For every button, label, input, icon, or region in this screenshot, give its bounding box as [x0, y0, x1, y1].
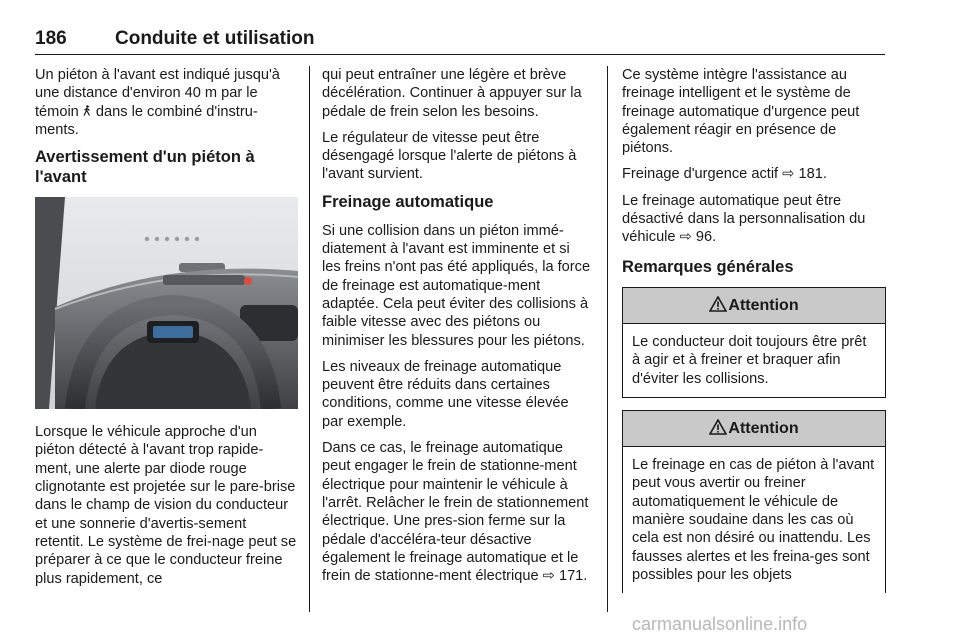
page-reference-link[interactable]: 96. — [695, 229, 717, 246]
paragraph: Le freinage automatique peut être désactivé dans la personnalisation du véhicule ⇨ 96. — [622, 192, 866, 246]
page-reference-arrow-icon: ⇨ — [679, 229, 692, 246]
chapter-title: Conduite et utilisation — [115, 28, 315, 49]
page-reference-arrow-icon: ⇨ — [542, 568, 555, 585]
section-heading-pedestrian-warning: Avertissement d'un piéton à l'avant — [35, 148, 255, 187]
intro-paragraph: Un piéton à l'avant est indiqué jusqu'à une distance d'environ 40 m par le témoin dans le combiné d'instru-ments. — [35, 67, 280, 138]
warning-title: Attention — [728, 419, 799, 437]
warning-box — [622, 410, 886, 593]
paragraph: Dans ce cas, le freinage automatique peut engager le frein de stationne-ment électrique pour maintenir le véhicule à l'arrêt. Relâcher le frein de stationnement électrique. Une pres-sion ferme sur la pédale d'accéléra-teur désactive également le freinage automatique et le frein de stationne-ment électrique ⇨ 171. — [322, 440, 589, 585]
warning-header — [623, 411, 885, 447]
column-3 — [622, 66, 886, 605]
paragraph: qui peut entraîner une légère et brève décélération. Continuer à appuyer sur la pédale de frein selon les besoins. — [322, 67, 582, 120]
column-2 — [322, 66, 592, 593]
dashboard-illustration — [35, 197, 298, 409]
paragraph: Si une collision dans un piéton immé-diatement à l'avant est imminente et si les freins n'ont pas été appliqués, la force de freinage est automatique-ment adaptée. Cela peut éviter des collisions à faible vitesse avec des piétons ou minimiser les blessures pour les piétons. — [322, 222, 591, 349]
warning-triangle-icon — [709, 296, 727, 312]
watermark: carmanualsonline.info — [632, 614, 808, 634]
paragraph: Les niveaux de freinage automatique peuvent être réduits dans certaines conditions, comme une vitesse élevée par exemple. — [322, 358, 569, 430]
warning-text: Le conducteur doit toujours être prêt à agir et à freiner et braquer afin d'éviter les collisions. — [632, 333, 867, 387]
column-1 — [35, 66, 298, 596]
page-reference-link[interactable]: 181. — [798, 166, 827, 183]
warning-text: Le freinage en cas de piéton à l'avant peut vous avertir ou freiner automatiquement le véhicule de manière soudaine dans les cas où cela est non désiré ou inattendu. Les fausses alertes et les freina-ges sont possibles pour les objets — [632, 457, 875, 583]
page-reference-arrow-icon: ⇨ — [782, 166, 795, 183]
paragraph: Freinage d'urgence actif ⇨ 181. — [622, 166, 827, 183]
pedestrian-indicator-icon — [83, 103, 92, 121]
warning-header — [623, 288, 885, 324]
paragraph: Ce système intègre l'assistance au freinage intelligent et le système de freinage automatique d'urgence peut également réagir en présence de piétons. — [622, 67, 860, 157]
warning-triangle-icon — [709, 419, 727, 435]
pedestrian-warning-body: Lorsque le véhicule approche d'un piéton détecté à l'avant trop rapide-ment, une alerte par diode rouge clignotante est projetée sur le pare-brise dans le champ de vision du conducteur et une sonnerie d'avertis-sement retentit. Le système de frei-nage peut se préparer à ce que le conducteur freine plus rapidement, ce — [35, 424, 297, 587]
column-divider — [309, 66, 310, 612]
paragraph: Le régulateur de vitesse peut être désengagé lorsque l'alerte de piétons à l'avant survient. — [322, 129, 577, 183]
page-number: 186 — [35, 28, 67, 49]
page-reference-link[interactable]: 171. — [558, 568, 588, 585]
section-heading-general-notes: Remarques générales — [622, 257, 794, 276]
warning-title: Attention — [728, 296, 799, 314]
section-heading-automatic-braking: Freinage automatique — [322, 192, 494, 211]
warning-box — [622, 287, 886, 398]
page-header — [35, 28, 885, 55]
column-divider — [607, 66, 608, 612]
